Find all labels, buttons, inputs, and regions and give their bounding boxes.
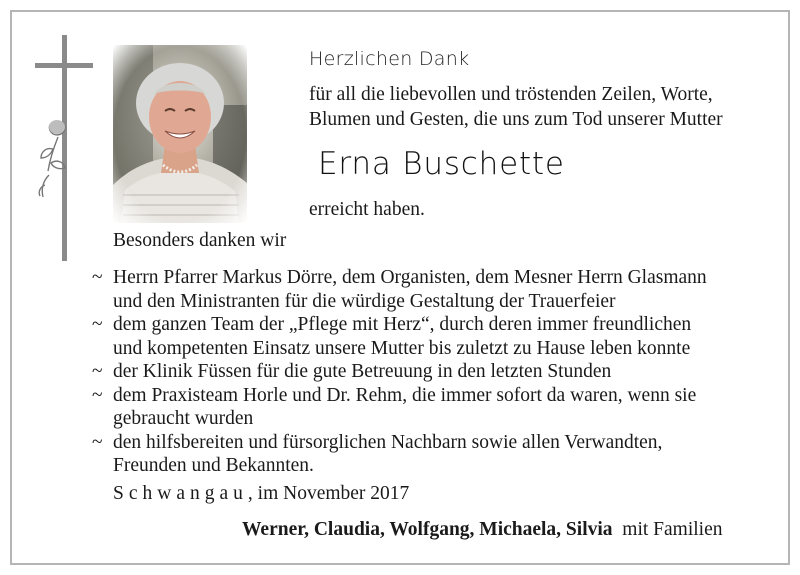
item-line: dem Praxisteam Horle und Dr. Rehm, die immer sofort da waren, wenn sie [113, 384, 697, 406]
cross-with-rose-icon [35, 35, 93, 261]
item-line: und kompetenten Einsatz unsere Mutter bis zuletzt zu Hause leben konnte [113, 337, 691, 359]
heading: Herzlichen Dank [309, 48, 470, 70]
reached-text: erreicht haben. [309, 199, 425, 220]
item-line: den hilfsbereiten und fürsorglichen Nachbarn sowie allen Verwandten, [113, 431, 663, 453]
intro-text [309, 82, 779, 132]
list-item [92, 431, 792, 478]
tilde-bullet: ~ [92, 314, 103, 335]
signature-names: Werner, Claudia, Wolfgang, Michaela, Silvia [242, 519, 613, 540]
place: Schwangau [113, 483, 248, 504]
list-item [92, 266, 792, 313]
signature [242, 519, 723, 541]
deceased-name: Erna Buschette [318, 146, 565, 182]
item-line: Herrn Pfarrer Markus Dörre, dem Organisten, dem Mesner Herrn Glasmann [113, 267, 707, 288]
tilde-bullet: ~ [92, 267, 103, 288]
item-line: und den Ministranten für die würdige Gestaltung der Trauerfeier [113, 290, 616, 312]
thanks-list [92, 266, 792, 478]
item-line: dem ganzen Team der „Pflege mit Herz“, durch deren immer freundlichen [113, 314, 692, 335]
thanks-lead: Besonders danken wir [113, 230, 287, 251]
list-item [92, 313, 792, 360]
tilde-bullet: ~ [92, 431, 103, 453]
date: , im November 2017 [247, 483, 410, 504]
place-date [113, 483, 409, 505]
portrait-photo [113, 45, 247, 223]
intro-line: für all die liebevollen und tröstenden Zeilen, Worte, [309, 84, 713, 105]
intro-line: Blumen und Gesten, die uns zum Tod unserer Mutter [309, 109, 723, 130]
item-line: der Klinik Füssen für die gute Betreuung in den letzten Stunden [113, 361, 612, 382]
item-line: Freunden und Bekannten. [113, 455, 314, 476]
list-item [92, 360, 792, 384]
list-item [92, 384, 792, 431]
tilde-bullet: ~ [92, 361, 103, 382]
tilde-bullet: ~ [92, 384, 103, 406]
signature-suffix: mit Familien [622, 519, 723, 540]
item-line: gebraucht wurden [113, 408, 254, 429]
